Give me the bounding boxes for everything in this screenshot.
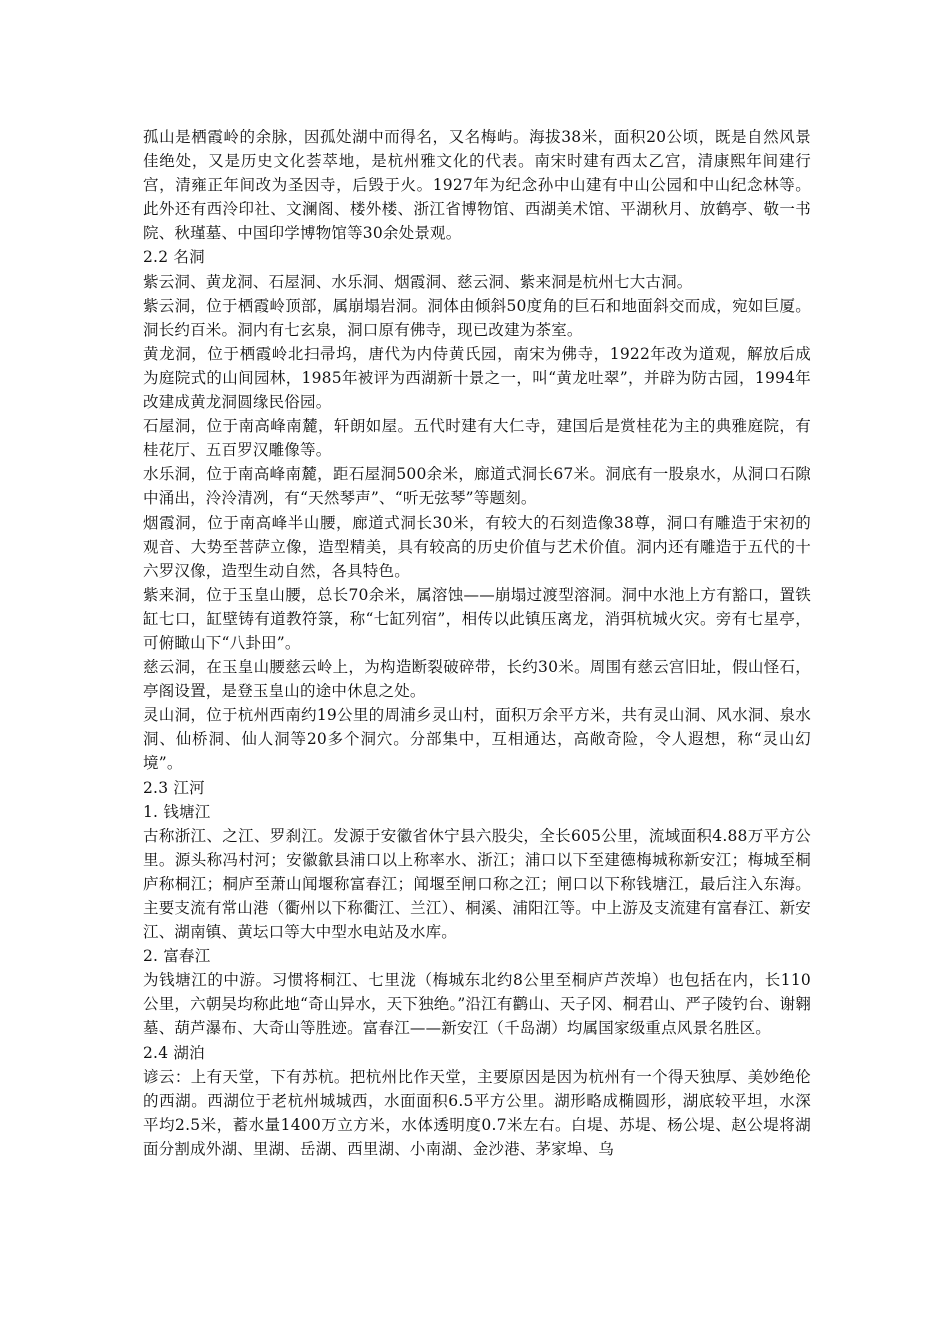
paragraph-yanxia-cave: 烟霞洞，位于南高峰半山腰，廊道式洞长30米，有较大的石刻造像38尊，洞口有雕造于宋初的观音、大势至菩萨立像，造型精美，具有较高的历史价值与艺术价值。洞内还有雕造于五代的十六罗汉像，造型生动自然，各具特色。: [143, 513, 811, 580]
paragraph-qiantang-river: 古称浙江、之江、罗刹江。发源于安徽省休宁县六股尖，全长605公里，流域面积4.88万平方公里。源头称冯村河；安徽歙县浦口以上称率水、浙江；浦口以下至建德梅城称新安江；梅城至桐庐称桐江；桐庐至萧山闻堰称富春江；闻堰至闸口称之江；闸口以下称钱塘江，最后注入东海。主要支流有常山港（衢州以下称衢江、兰江）、桐溪、浦阳江等。中上游及支流建有富春江、新安江、湖南镇、黄坛口等大中型水电站及水库。: [143, 826, 811, 942]
paragraph-gushan: 孤山是栖霞岭的余脉，因孤处湖中而得名，又名梅屿。海拔38米，面积20公顷，既是自然风景佳绝处，又是历史文化荟萃地，是杭州雅文化的代表。南宋时建有西太乙宫，清康熙年间建行宫，清雍正年间改为圣因寺，后毁于火。1927年为纪念孙中山建有中山公园和中山纪念林等。此外还有西泠印社、文澜阁、楼外楼、浙江省博物馆、西湖美术馆、平湖秋月、放鹤亭、敬一书院、秋瑾墓、中国印学博物馆等30余处景观。: [143, 128, 811, 243]
paragraph-lingshan-cave: 灵山洞，位于杭州西南约19公里的周浦乡灵山村，面积万余平方米，共有灵山洞、风水洞、泉水洞、仙桥洞、仙人洞等20多个洞穴。分部集中，互相通达，高敞奇险，令人遐想，称“灵山幻境”。: [143, 706, 811, 773]
paragraph-fuchun-river: 为钱塘江的中游。习惯将桐江、七里泷（梅城东北约8公里至桐庐芦茨埠）也包括在内，长110公里，六朝吴均称此地“奇山异水，天下独绝。”沿江有鹳山、天子冈、桐君山、严子陵钓台、谢翱墓、葫芦瀑布、大奇山等胜迹。富春江——新安江（千岛湖）均属国家级重点风景名胜区。: [143, 971, 811, 1038]
section-heading-rivers: 2.3 江河: [143, 778, 205, 797]
paragraph-shiwu-cave: 石屋洞，位于南高峰南麓，轩朗如屋。五代时建有大仁寺，建国后是赏桂花为主的典雅庭院，有桂花厅、五百罗汉雕像等。: [143, 417, 811, 460]
paragraph-zilai-cave: 紫来洞，位于玉皇山腰，总长70余米，属溶蚀——崩塌过渡型溶洞。洞中水池上方有豁口，置铁缸七口，缸壁铸有道教符箓，称“七缸列宿”，相传以此镇压离龙，消弭杭城火灾。旁有七星亭，可俯瞰山下“八卦田”。: [143, 585, 811, 652]
document-body: [143, 125, 811, 1161]
paragraph-seven-caves: 紫云洞、黄龙洞、石屋洞、水乐洞、烟霞洞、慈云洞、紫来洞是杭州七大古洞。: [143, 272, 693, 291]
paragraph-ciyun-cave: 慈云洞，在玉皇山腰慈云岭上，为构造断裂破碎带，长约30米。周围有慈云宫旧址，假山怪石，亭阁设置，是登玉皇山的途中休息之处。: [143, 658, 811, 701]
subheading-qiantang: 1. 钱塘江: [143, 802, 211, 821]
paragraph-west-lake: 谚云：上有天堂，下有苏杭。把杭州比作天堂，主要原因是因为杭州有一个得天独厚、美妙绝伦的西湖。西湖位于老杭州城城西，水面面积6.5平方公里。湖形略成椭圆形，湖底较平坦，水深平均2.5米，蓄水量1400万立方米，水体透明度0.7米左右。白堤、苏堤、杨公堤、赵公堤将湖面分割成外湖、里湖、岳湖、西里湖、小南湖、金沙港、茅家埠、乌: [143, 1067, 811, 1158]
paragraph-huanglong-cave: 黄龙洞，位于栖霞岭北扫帚坞，唐代为内侍黄氏园，南宋为佛寺，1922年改为道观，解放后成为庭院式的山间园林，1985年被评为西湖新十景之一，叫“黄龙吐翠”，并辟为防古园，1994年改建成黄龙洞圆缘民俗园。: [143, 344, 811, 412]
subheading-fuchun: 2. 富春江: [143, 947, 211, 966]
paragraph-ziyun-cave: 紫云洞，位于栖霞岭顶部，属崩塌岩洞。洞体由倾斜50度角的巨石和地面斜交而成，宛如巨厦。洞长约百米。洞内有七玄泉，洞口原有佛寺，现已改建为茶室。: [143, 296, 811, 339]
section-heading-lakes: 2.4 湖泊: [143, 1043, 205, 1062]
paragraph-shuile-cave: 水乐洞，位于南高峰南麓，距石屋洞500余米，廊道式洞长67米。洞底有一股泉水，从洞口石隙中涌出，泠泠清冽，有“天然琴声”、“听无弦琴”等题刻。: [143, 465, 811, 508]
section-heading-caves: 2.2 名洞: [143, 248, 205, 267]
